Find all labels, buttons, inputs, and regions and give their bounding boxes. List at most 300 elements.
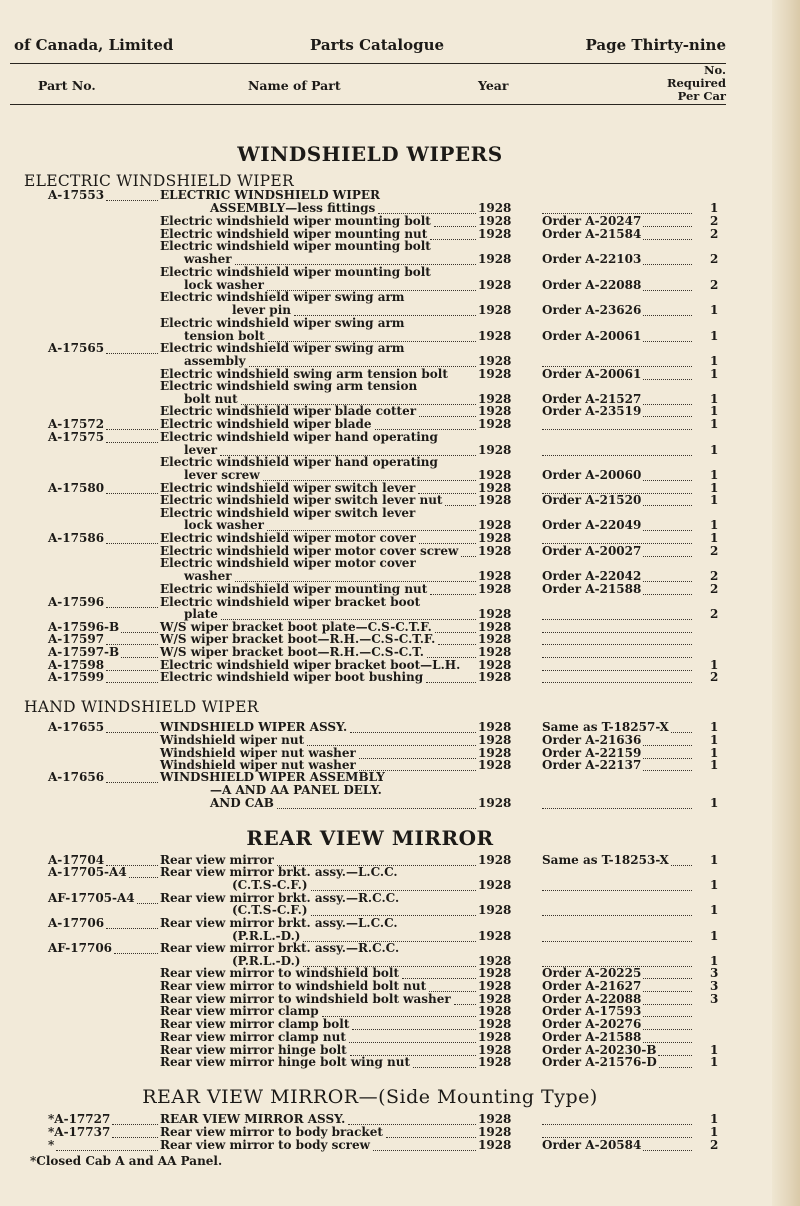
- part-year: 1928: [478, 929, 512, 943]
- leader-dots: [542, 904, 692, 916]
- quantity-required: 1: [710, 853, 719, 867]
- leader-dots: [542, 930, 692, 942]
- part-name: lever pin: [232, 303, 291, 317]
- leader-dots: [429, 980, 476, 992]
- leader-dots: [659, 1056, 692, 1068]
- leader-dots: [434, 215, 476, 227]
- part-name: Rear view mirror: [160, 853, 274, 867]
- part-number: A-17575: [48, 430, 105, 444]
- order-reference: Order A-21636: [542, 733, 642, 747]
- part-number: *A-17727: [48, 1112, 111, 1126]
- order-reference: Order A-22088: [542, 992, 642, 1006]
- leader-dots: [263, 469, 476, 481]
- leader-dots: [542, 671, 692, 683]
- col-name: Name of Part: [248, 78, 341, 93]
- part-year: 1928: [478, 227, 512, 241]
- part-name: Rear view mirror clamp nut: [160, 1030, 346, 1044]
- quantity-required: 2: [710, 670, 719, 684]
- part-year: 1928: [478, 1030, 512, 1044]
- order-reference: Same as T-18257-X: [542, 720, 669, 734]
- order-reference: Order A-17593: [542, 1004, 642, 1018]
- part-year: 1928: [478, 1043, 512, 1057]
- header-rule-bottom: [10, 104, 726, 105]
- part-name: lever: [184, 443, 218, 457]
- leader-dots: [386, 1126, 476, 1138]
- quantity-required: 1: [710, 929, 719, 943]
- quantity-required: 2: [710, 544, 719, 558]
- part-year: 1928: [478, 645, 512, 659]
- part-name: Electric windshield wiper blade cotter: [160, 404, 417, 418]
- quantity-required: 1: [710, 329, 719, 343]
- leader-dots: [643, 304, 692, 316]
- title-windshield-wipers: WINDSHIELD WIPERS: [237, 142, 503, 166]
- part-name: (P.R.L.-D.): [232, 954, 301, 968]
- col-required-line: Per Car: [677, 89, 726, 103]
- quantity-required: 1: [710, 303, 719, 317]
- quantity-required: 1: [710, 443, 719, 457]
- part-name: Electric windshield wiper switch lever nut: [160, 493, 443, 507]
- leader-dots: [461, 545, 476, 557]
- leader-dots: [137, 892, 158, 904]
- leader-dots: [112, 1126, 158, 1138]
- quantity-required: 2: [710, 214, 719, 228]
- leader-dots: [352, 1018, 476, 1030]
- part-name: Rear view mirror brkt. assy.—L.C.C.: [160, 865, 398, 879]
- leader-dots: [106, 771, 158, 783]
- quantity-required: 3: [710, 979, 719, 993]
- order-reference: Order A-20230-B: [542, 1043, 657, 1057]
- part-year: 1928: [478, 1138, 512, 1152]
- part-name: Rear view mirror clamp: [160, 1004, 319, 1018]
- header-rule-top: [10, 63, 726, 64]
- part-number: A-17706: [48, 916, 105, 930]
- part-name: Electric windshield wiper swing arm: [160, 290, 405, 304]
- order-reference: Same as T-18253-X: [542, 853, 669, 867]
- part-number: A-17655: [48, 720, 105, 734]
- leader-dots: [106, 342, 158, 354]
- leader-dots: [427, 646, 476, 658]
- leader-dots: [426, 671, 476, 683]
- leader-dots: [235, 253, 476, 265]
- leader-dots: [375, 418, 476, 430]
- part-name: Windshield wiper nut: [160, 733, 305, 747]
- leader-dots: [643, 1139, 692, 1151]
- part-year: 1928: [478, 354, 512, 368]
- part-row: [0, 797, 760, 810]
- page-edge: [772, 0, 800, 1206]
- leader-dots: [378, 202, 476, 214]
- leader-dots: [221, 608, 476, 620]
- quantity-required: 1: [710, 493, 719, 507]
- part-name: Electric windshield wiper switch lever: [160, 481, 416, 495]
- part-row: [0, 784, 760, 797]
- part-year: 1928: [478, 531, 512, 545]
- part-number: A-17598: [48, 658, 105, 672]
- quantity-required: 1: [710, 392, 719, 406]
- col-required-line: No.: [704, 63, 726, 77]
- part-name: Windshield wiper nut washer: [160, 746, 356, 760]
- part-name: Electric windshield wiper hand operating: [160, 455, 438, 469]
- leader-dots: [643, 253, 692, 265]
- leader-dots: [542, 797, 692, 809]
- part-name: Electric windshield wiper swing arm: [160, 316, 405, 330]
- leader-dots: [643, 279, 692, 291]
- leader-dots: [235, 570, 476, 582]
- part-number: A-17565: [48, 341, 105, 355]
- part-name: Electric windshield swing arm tension bolt: [160, 367, 448, 381]
- leader-dots: [542, 444, 692, 456]
- part-year: 1928: [478, 329, 512, 343]
- leader-dots: [643, 228, 692, 240]
- part-name: Windshield wiper nut washer: [160, 758, 356, 772]
- leader-dots: [643, 494, 692, 506]
- part-name: Electric windshield wiper mounting bolt: [160, 239, 431, 253]
- part-year: 1928: [478, 303, 512, 317]
- leader-dots: [658, 1044, 692, 1056]
- leader-dots: [106, 418, 158, 430]
- leader-dots: [643, 330, 692, 342]
- footnote: *Closed Cab A and AA Panel.: [30, 1154, 223, 1168]
- part-name: W/S wiper bracket boot plate—C.S-C.T.F.: [160, 620, 432, 634]
- part-row: [0, 734, 760, 747]
- leader-dots: [106, 532, 158, 544]
- quantity-required: 1: [710, 1043, 719, 1057]
- part-name: Rear view mirror to body screw: [160, 1138, 370, 1152]
- part-year: 1928: [478, 1055, 512, 1069]
- order-reference: Order A-21584: [542, 227, 642, 241]
- quantity-required: 1: [710, 658, 719, 672]
- quantity-required: 3: [710, 992, 719, 1006]
- order-reference: Order A-22088: [542, 278, 642, 292]
- part-year: 1928: [478, 1017, 512, 1031]
- leader-dots: [454, 993, 476, 1005]
- quantity-required: 1: [710, 796, 719, 810]
- order-reference: Order A-22049: [542, 518, 642, 532]
- part-year: 1928: [478, 954, 512, 968]
- part-year: 1928: [478, 632, 512, 646]
- part-name: plate: [184, 607, 218, 621]
- leader-dots: [106, 482, 158, 494]
- part-number: A-17596-B: [48, 620, 120, 634]
- order-reference: Order A-23626: [542, 303, 642, 317]
- part-year: 1928: [478, 733, 512, 747]
- leader-dots: [643, 368, 692, 380]
- leader-dots: [350, 721, 476, 733]
- quantity-required: 1: [710, 468, 719, 482]
- leader-dots: [438, 633, 476, 645]
- quantity-required: 1: [710, 531, 719, 545]
- part-year: 1928: [478, 966, 512, 980]
- part-year: 1928: [478, 1112, 512, 1126]
- quantity-required: 1: [710, 1125, 719, 1139]
- leader-dots: [643, 734, 692, 746]
- part-year: 1928: [478, 201, 512, 215]
- part-number: A-17599: [48, 670, 105, 684]
- leader-dots: [445, 494, 476, 506]
- leader-dots: [643, 519, 692, 531]
- part-row: [0, 1126, 760, 1139]
- part-name: Rear view mirror to windshield bolt washer: [160, 992, 451, 1006]
- order-reference: Order A-20061: [542, 367, 642, 381]
- quantity-required: 1: [710, 758, 719, 772]
- part-name: AND CAB: [210, 796, 274, 810]
- part-year: 1928: [478, 481, 512, 495]
- leader-dots: [643, 583, 692, 595]
- part-year: 1928: [478, 658, 512, 672]
- quantity-required: 1: [710, 404, 719, 418]
- leader-dots: [106, 671, 158, 683]
- order-reference: Order A-20247: [542, 214, 642, 228]
- part-row: [0, 917, 760, 930]
- part-name: Rear view mirror to body bracket: [160, 1125, 383, 1139]
- leader-dots: [542, 202, 692, 214]
- part-number: AF-17706: [48, 941, 113, 955]
- order-reference: Order A-22103: [542, 252, 642, 266]
- part-year: 1928: [478, 878, 512, 892]
- quantity-required: 1: [710, 733, 719, 747]
- part-year: 1928: [478, 278, 512, 292]
- part-number: A-17580: [48, 481, 105, 495]
- leader-dots: [430, 228, 476, 240]
- leader-dots: [643, 1018, 692, 1030]
- leader-dots: [373, 1139, 476, 1151]
- part-name: REAR VIEW MIRROR ASSY.: [160, 1112, 346, 1126]
- leader-dots: [643, 1005, 692, 1017]
- leader-dots: [542, 532, 692, 544]
- part-row: [0, 342, 760, 355]
- part-year: 1928: [478, 214, 512, 228]
- part-number: A-17704: [48, 853, 105, 867]
- part-year: 1928: [478, 746, 512, 760]
- part-name: Rear view mirror clamp bolt: [160, 1017, 350, 1031]
- part-row: [0, 721, 760, 734]
- quantity-required: 2: [710, 227, 719, 241]
- part-number: A-17572: [48, 417, 105, 431]
- col-required: [667, 64, 726, 103]
- part-year: 1928: [478, 417, 512, 431]
- leader-dots: [643, 1031, 692, 1043]
- leader-dots: [294, 304, 476, 316]
- part-name: bolt nut: [184, 392, 238, 406]
- col-year: Year: [478, 78, 509, 93]
- leader-dots: [643, 980, 692, 992]
- part-name: Electric windshield wiper mounting nut: [160, 582, 428, 596]
- leader-dots: [106, 659, 158, 671]
- quantity-required: 1: [710, 1112, 719, 1126]
- order-reference: Order A-21520: [542, 493, 642, 507]
- part-name: (C.T.S-C.F.): [232, 903, 308, 917]
- part-year: 1928: [478, 569, 512, 583]
- part-name: washer: [184, 569, 232, 583]
- part-name: Electric windshield wiper motor cover: [160, 531, 416, 545]
- leader-dots: [106, 189, 158, 201]
- col-part-no: Part No.: [38, 78, 96, 93]
- leader-dots: [56, 1139, 158, 1151]
- leader-dots: [643, 967, 692, 979]
- leader-dots: [643, 570, 692, 582]
- leader-dots: [542, 621, 692, 633]
- order-reference: Order A-20061: [542, 329, 642, 343]
- part-row: [0, 456, 760, 469]
- quantity-required: 1: [710, 518, 719, 532]
- part-name: Electric windshield wiper mounting nut: [160, 227, 428, 241]
- order-reference: Order A-21576-D: [542, 1055, 657, 1069]
- title-side-mounting: REAR VIEW MIRROR—(Side Mounting Type): [142, 1086, 598, 1108]
- leader-dots: [643, 393, 692, 405]
- part-row: [0, 431, 760, 444]
- part-name: lock washer: [184, 518, 264, 532]
- part-name: W/S wiper bracket boot—R.H.—C.S-C.T.F.: [160, 632, 436, 646]
- leader-dots: [413, 1056, 476, 1068]
- quantity-required: 1: [710, 746, 719, 760]
- part-year: 1928: [478, 720, 512, 734]
- part-name: Rear view mirror brkt. assy.—R.C.C.: [160, 891, 400, 905]
- leader-dots: [307, 734, 476, 746]
- leader-dots: [542, 633, 692, 645]
- part-row: [0, 1056, 760, 1069]
- part-year: 1928: [478, 1125, 512, 1139]
- part-number: A-17656: [48, 770, 105, 784]
- leader-dots: [348, 1113, 476, 1125]
- part-number: A-17597: [48, 632, 105, 646]
- order-reference: Order A-21527: [542, 392, 642, 406]
- order-reference: Order A-20584: [542, 1138, 642, 1152]
- part-year: 1928: [478, 518, 512, 532]
- part-year: 1928: [478, 544, 512, 558]
- part-year: 1928: [478, 758, 512, 772]
- part-name: washer: [184, 252, 232, 266]
- part-name: assembly: [184, 354, 246, 368]
- part-year: 1928: [478, 582, 512, 596]
- part-number: A-17586: [48, 531, 105, 545]
- quantity-required: 2: [710, 569, 719, 583]
- part-name: lever screw: [184, 468, 260, 482]
- quantity-required: 2: [710, 278, 719, 292]
- quantity-required: 1: [710, 201, 719, 215]
- order-reference: Order A-20276: [542, 1017, 642, 1031]
- part-name: WINDSHIELD WIPER ASSY.: [160, 720, 348, 734]
- part-year: 1928: [478, 1004, 512, 1018]
- order-reference: Order A-20225: [542, 966, 642, 980]
- part-name: ELECTRIC WINDSHIELD WIPER: [160, 188, 381, 202]
- quantity-required: 2: [710, 1138, 719, 1152]
- part-row: [0, 266, 760, 279]
- leader-dots: [542, 659, 692, 671]
- part-year: 1928: [478, 468, 512, 482]
- part-name: Electric windshield wiper hand operating: [160, 430, 438, 444]
- part-name: (C.T.S-C.F.): [232, 878, 308, 892]
- part-year: 1928: [478, 853, 512, 867]
- part-name: Rear view mirror hinge bolt: [160, 1043, 347, 1057]
- leader-dots: [402, 967, 476, 979]
- part-name: Electric windshield wiper boot bushing: [160, 670, 424, 684]
- col-required-line: Required: [666, 76, 726, 90]
- part-row: [0, 1005, 760, 1018]
- leader-dots: [106, 596, 158, 608]
- quantity-required: 1: [710, 481, 719, 495]
- part-year: 1928: [478, 367, 512, 381]
- part-year: 1928: [478, 392, 512, 406]
- leader-dots: [671, 854, 692, 866]
- order-reference: Order A-22137: [542, 758, 642, 772]
- part-number: *: [48, 1138, 55, 1152]
- leader-dots: [542, 1113, 692, 1125]
- leader-dots: [643, 405, 692, 417]
- part-number: A-17597-B: [48, 645, 120, 659]
- page-header: [14, 34, 726, 58]
- leader-dots: [112, 1113, 158, 1125]
- order-reference: Order A-22042: [542, 569, 642, 583]
- part-year: 1928: [478, 493, 512, 507]
- part-row: [0, 317, 760, 330]
- part-row: [0, 380, 760, 393]
- part-year: 1928: [478, 979, 512, 993]
- part-name: —A AND AA PANEL DELY.: [210, 783, 382, 797]
- part-number: *A-17737: [48, 1125, 111, 1139]
- section-electric-wiper: ELECTRIC WINDSHIELD WIPER: [24, 172, 294, 190]
- quantity-required: 1: [710, 417, 719, 431]
- part-name: Electric windshield wiper motor cover screw: [160, 544, 459, 558]
- part-row: [0, 1018, 760, 1031]
- header-page-number: Page Thirty-nine: [585, 36, 726, 54]
- part-year: 1928: [478, 796, 512, 810]
- part-name: Electric windshield wiper blade: [160, 417, 372, 431]
- leader-dots: [267, 519, 476, 531]
- leader-dots: [106, 721, 158, 733]
- part-row: [0, 405, 760, 418]
- leader-dots: [311, 904, 476, 916]
- part-name: Rear view mirror brkt. assy.—L.C.C.: [160, 916, 398, 930]
- part-row: [0, 189, 760, 202]
- leader-dots: [277, 797, 476, 809]
- leader-dots: [643, 469, 692, 481]
- quantity-required: 1: [710, 354, 719, 368]
- leader-dots: [106, 431, 158, 443]
- leader-dots: [106, 917, 158, 929]
- part-row: [0, 866, 760, 879]
- part-name: Rear view mirror hinge bolt wing nut: [160, 1055, 411, 1069]
- leader-dots: [542, 646, 692, 658]
- quantity-required: 1: [710, 954, 719, 968]
- leader-dots: [542, 355, 692, 367]
- quantity-required: 2: [710, 252, 719, 266]
- order-reference: Order A-20027: [542, 544, 642, 558]
- leader-dots: [322, 1005, 476, 1017]
- part-year: 1928: [478, 992, 512, 1006]
- leader-dots: [121, 621, 158, 633]
- leader-dots: [311, 879, 476, 891]
- leader-dots: [114, 942, 158, 954]
- order-reference: Order A-22159: [542, 746, 642, 760]
- part-row: [0, 942, 760, 955]
- quantity-required: 1: [710, 903, 719, 917]
- leader-dots: [643, 545, 692, 557]
- part-name: W/S wiper bracket boot—R.H.—C.S-C.T.: [160, 645, 424, 659]
- leader-dots: [542, 608, 692, 620]
- part-year: 1928: [478, 252, 512, 266]
- order-reference: Order A-21588: [542, 582, 642, 596]
- leader-dots: [643, 993, 692, 1005]
- leader-dots: [542, 418, 692, 430]
- leader-dots: [419, 405, 476, 417]
- part-name: Rear view mirror to windshield bolt: [160, 966, 399, 980]
- leader-dots: [106, 633, 158, 645]
- leader-dots: [419, 532, 476, 544]
- quantity-required: 2: [710, 607, 719, 621]
- part-name: Rear view mirror brkt. assy.—R.C.C.: [160, 941, 400, 955]
- part-number: AF-17705-A4: [48, 891, 135, 905]
- part-name: Electric windshield wiper mounting bolt: [160, 265, 431, 279]
